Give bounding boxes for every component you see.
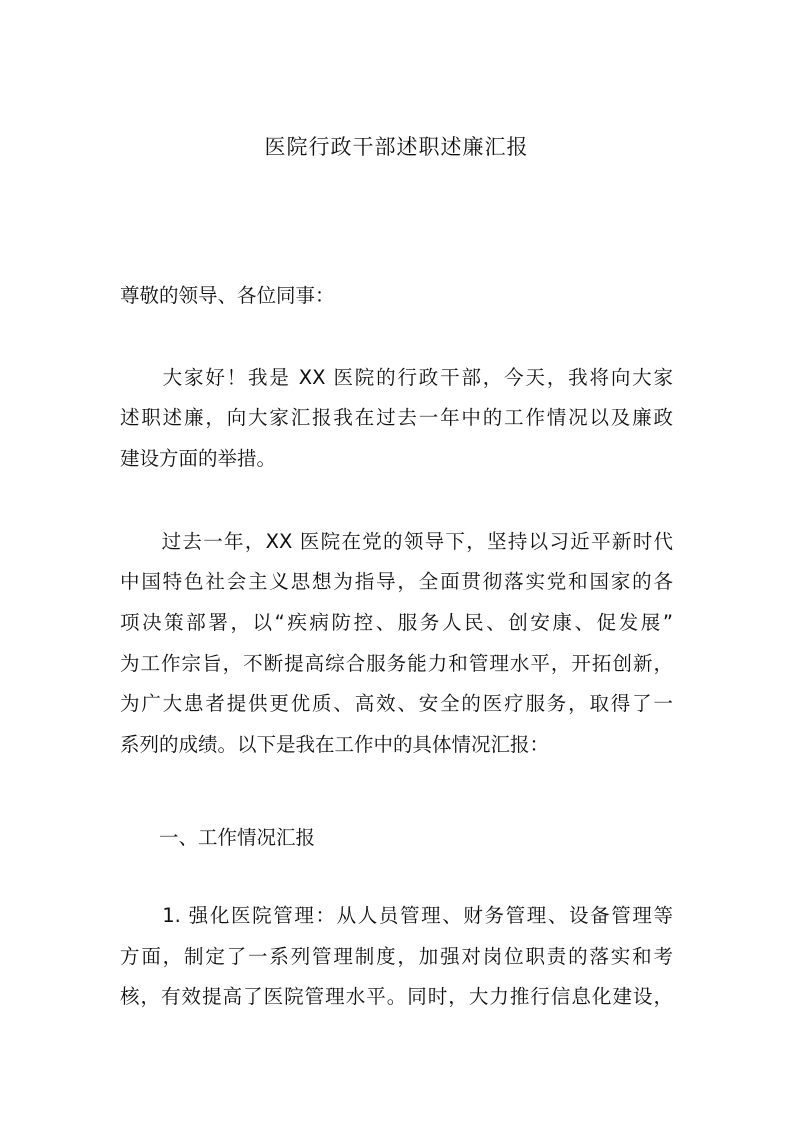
paragraph-line: 系列的成绩。以下是我在工作中的具体情况汇报： (120, 733, 550, 756)
paragraph-line: 建设方面的举措。 (120, 447, 277, 470)
greeting: 尊敬的领导、各位同事： (120, 284, 335, 307)
paragraph-line: 为广大患者提供更优质、高效、安全的医疗服务，取得了一 (120, 692, 673, 715)
document-title: 医院行政干部述职述廉汇报 (264, 135, 529, 159)
paragraph-line: 方面，制定了一系列管理制度，加强对岗位职责的落实和考 (120, 945, 673, 968)
section-heading: 一、工作情况汇报 (120, 826, 316, 849)
paragraph-line: 为工作宗旨，不断提高综合服务能力和管理水平，开拓创新， (120, 652, 673, 675)
paragraph-line: 中国特色社会主义思想为指导，全面贯彻落实党和国家的各 (120, 570, 673, 593)
paragraph-line: 1. 强化医院管理：从人员管理、财务管理、设备管理等 (120, 904, 673, 927)
paragraph-line: 项决策部署，以“疾病防控、服务人民、创安康、促发展” (120, 611, 673, 634)
paragraph-line: 述职述廉，向大家汇报我在过去一年中的工作情况以及廉政 (120, 406, 673, 429)
paragraph-line: 大家好！我是 XX 医院的行政干部，今天，我将向大家 (120, 366, 673, 389)
paragraph-line: 核，有效提高了医院管理水平。同时，大力推行信息化建设， (120, 985, 673, 1008)
paragraph-line: 过去一年，XX 医院在党的领导下，坚持以习近平新时代 (120, 530, 673, 553)
